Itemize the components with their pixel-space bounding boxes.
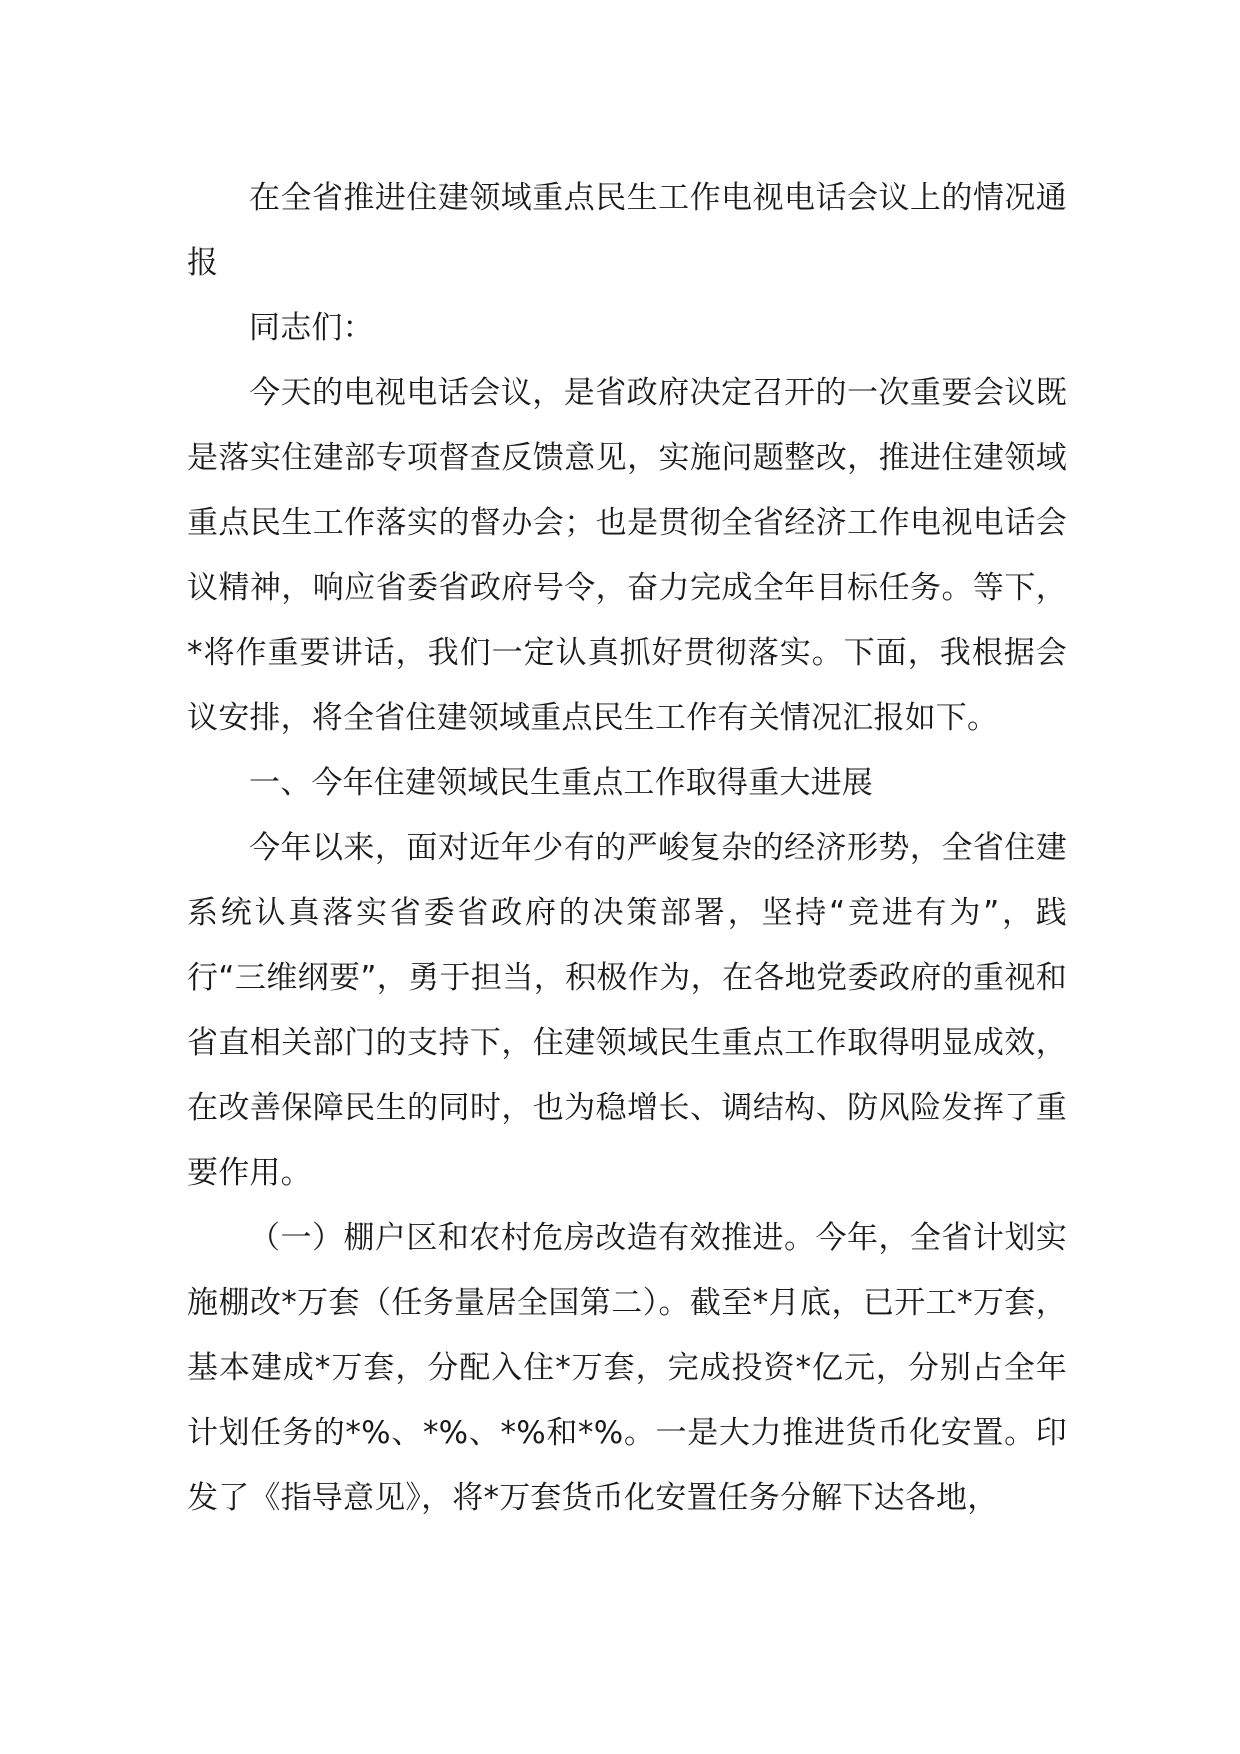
document-body: [187, 166, 1067, 1531]
paragraph-overview: 今年以来，面对近年少有的严峻复杂的经济形势，全省住建系统认真落实省委省政府的决策部署，坚持“竞进有为”，践行“三维纲要”，勇于担当，积极作为，在各地党委政府的重视和省直相关部门的支持下，住建领域民生重点工作取得明显成效，在改善保障民生的同时，也为稳增长、调结构、防风险发挥了重要作用。: [187, 830, 1067, 1191]
paragraph-subsection-1: （一）棚户区和农村危房改造有效推进。今年，全省计划实施棚改*万套（任务量居全国第二）。截至*月底，已开工*万套，基本建成*万套，分配入住*万套，完成投资*亿元，分别占全年计划任务的*%、*%、*%和*%。一是大力推进货币化安置。印发了《指导意见》，将*万套货币化安置任务分解下达各地，: [187, 1220, 1067, 1516]
section-heading-1: 一、今年住建领域民生重点工作取得重大进展: [249, 765, 873, 801]
paragraph-intro: 今天的电视电话会议，是省政府决定召开的一次重要会议既是落实住建部专项督查反馈意见，实施问题整改，推进住建领域重点民生工作落实的督办会；也是贯彻全省经济工作电视电话会议精神，响应省委省政府号令，奋力完成全年目标任务。等下，*将作重要讲话，我们一定认真抓好贯彻落实。下面，我根据会议安排，将全省住建领域重点民生工作有关情况汇报如下。: [187, 375, 1067, 736]
salutation: 同志们：: [249, 310, 374, 346]
document-title: 在全省推进住建领域重点民生工作电视电话会议上的情况通报: [187, 180, 1067, 281]
